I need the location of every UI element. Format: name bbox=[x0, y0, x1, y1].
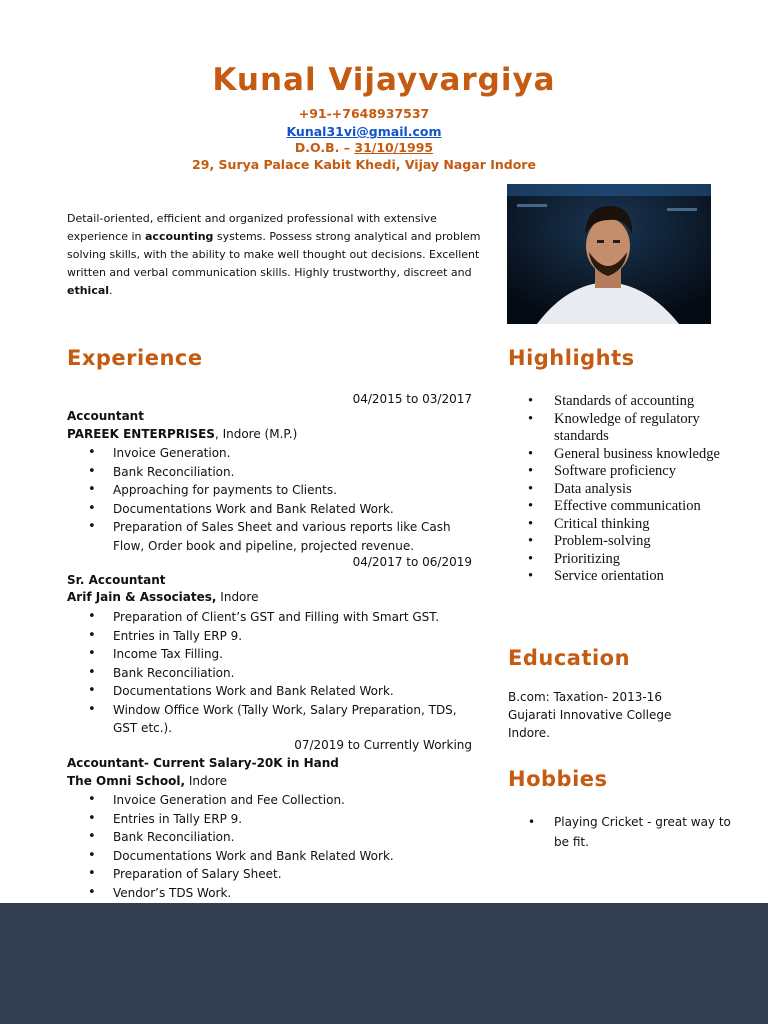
highlights-list bbox=[528, 393, 738, 586]
job-2-date: 04/2017 to 06/2019 bbox=[352, 555, 472, 569]
job-2-company: Arif Jain & Associates, bbox=[67, 590, 217, 604]
list-item: • Service orientation bbox=[528, 568, 738, 586]
list-item: • Approaching for payments to Clients. bbox=[88, 481, 468, 500]
summary-text-2: systems. Possess strong analytical and problem solving skills, with the ability to make well thought out decisions. Excellent written and verbal communication skills. Highly trustworthy, discreet and bbox=[67, 230, 481, 279]
highlights-heading: Highlights bbox=[508, 346, 635, 370]
list-item: • Playing Cricket - great way to be fit. bbox=[528, 812, 738, 852]
list-item: • Prioritizing bbox=[528, 551, 738, 569]
list-item: • Bank Reconciliation. bbox=[88, 463, 468, 482]
list-item: • Effective communication bbox=[528, 498, 738, 516]
hobbies-list bbox=[528, 812, 738, 852]
job-3-company: The Omni School, bbox=[67, 774, 186, 788]
job-3-title: Accountant- Current Salary-20K in Hand bbox=[67, 756, 339, 770]
hobbies-heading: Hobbies bbox=[508, 767, 608, 791]
list-item: • Preparation of Salary Sheet. bbox=[88, 865, 468, 884]
list-item: • Bank Reconciliation. bbox=[88, 664, 468, 683]
list-item: • Bank Reconciliation. bbox=[88, 828, 468, 847]
list-item: • Data analysis bbox=[528, 481, 738, 499]
list-item: • Problem-solving bbox=[528, 533, 738, 551]
job-3-location: Indore bbox=[185, 774, 228, 788]
list-item: • Documentations Work and Bank Related Work. bbox=[88, 500, 468, 519]
dob-line bbox=[0, 140, 728, 155]
list-item: • Invoice Generation. bbox=[88, 444, 468, 463]
education-college: Gujarati Innovative College bbox=[508, 708, 672, 722]
education-degree: B.com: Taxation- 2013-16 bbox=[508, 690, 662, 704]
footer-band bbox=[0, 903, 768, 1024]
job-1-title: Accountant bbox=[67, 409, 144, 423]
job-3-duties bbox=[88, 791, 468, 902]
dob-value: 31/10/1995 bbox=[354, 140, 434, 155]
address: 29, Surya Palace Kabit Khedi, Vijay Nagar Indore bbox=[192, 157, 536, 172]
list-item: • General business knowledge bbox=[528, 446, 738, 464]
job-1-duties bbox=[88, 444, 468, 555]
list-item: • Window Office Work (Tally Work, Salary Preparation, TDS, GST etc.). bbox=[88, 701, 468, 738]
list-item: • Entries in Tally ERP 9. bbox=[88, 627, 468, 646]
list-item: • Documentations Work and Bank Related Work. bbox=[88, 847, 468, 866]
phone-number: +91-+7648937537 bbox=[298, 106, 430, 121]
profile-photo-illustration bbox=[507, 184, 711, 324]
job-2-duties bbox=[88, 608, 468, 738]
summary-text-3: . bbox=[109, 284, 113, 297]
job-1-location: , Indore (M.P.) bbox=[214, 427, 298, 441]
job-2-company-line bbox=[67, 590, 258, 604]
job-1-company-line bbox=[67, 427, 297, 441]
list-item: • Vendor’s TDS Work. bbox=[88, 884, 468, 903]
job-1-company: PAREEK ENTERPRISES bbox=[67, 427, 215, 441]
list-item: • Entries in Tally ERP 9. bbox=[88, 810, 468, 829]
list-item: • Preparation of Client’s GST and Filling with Smart GST. bbox=[88, 608, 468, 627]
summary-bold-ethical: ethical bbox=[67, 284, 110, 297]
job-2-title: Sr. Accountant bbox=[67, 573, 166, 587]
list-item: • Income Tax Filling. bbox=[88, 645, 468, 664]
profile-photo bbox=[507, 184, 711, 324]
education-city: Indore. bbox=[508, 726, 550, 740]
list-item: • Preparation of Sales Sheet and various reports like Cash Flow, Order book and pipeline, projected revenue. bbox=[88, 518, 468, 555]
email-line bbox=[0, 124, 728, 139]
list-item: • Standards of accounting bbox=[528, 393, 738, 411]
job-1-date: 04/2015 to 03/2017 bbox=[352, 392, 472, 406]
dob-label: D.O.B. – bbox=[294, 140, 351, 155]
candidate-name: Kunal Vijayvargiya bbox=[212, 62, 556, 98]
job-2-location: Indore bbox=[216, 590, 259, 604]
experience-heading: Experience bbox=[67, 346, 203, 370]
list-item: • Invoice Generation and Fee Collection. bbox=[88, 791, 468, 810]
list-item: • Documentations Work and Bank Related Work. bbox=[88, 682, 468, 701]
job-3-company-line bbox=[67, 774, 227, 788]
list-item: • Software proficiency bbox=[528, 463, 738, 481]
job-3-date: 07/2019 to Currently Working bbox=[294, 738, 472, 752]
summary-text-1: Detail-oriented, efficient and organized professional with extensive experience in bbox=[67, 212, 437, 243]
list-item: • Critical thinking bbox=[528, 516, 738, 534]
education-heading: Education bbox=[508, 646, 631, 670]
summary-bold-accounting: accounting bbox=[145, 230, 214, 243]
profile-summary bbox=[67, 210, 487, 300]
email-link[interactable]: Kunal31vi@gmail.com bbox=[286, 124, 442, 139]
list-item: • Knowledge of regulatory standards bbox=[528, 411, 738, 446]
